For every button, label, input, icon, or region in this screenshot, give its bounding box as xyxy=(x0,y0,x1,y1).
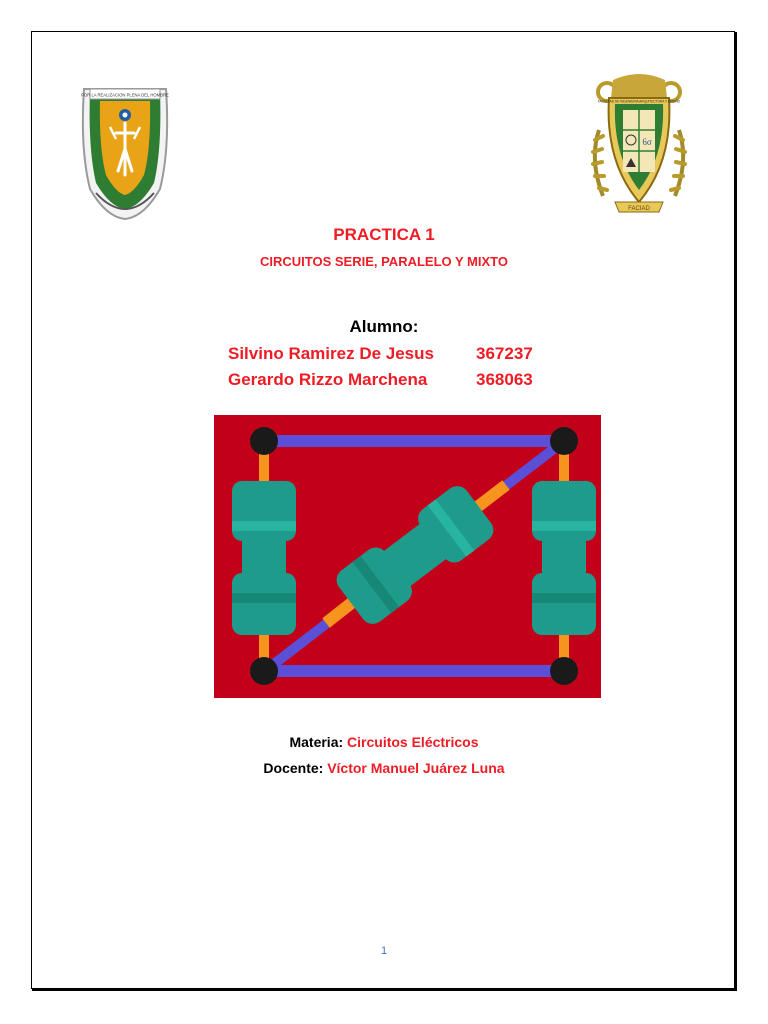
students-label: Alumno: xyxy=(349,317,419,336)
svg-text:6σ: 6σ xyxy=(642,137,652,147)
uabc-seal-icon xyxy=(76,79,174,221)
seal-banner-text: FACIAD xyxy=(628,206,650,212)
subject-value: Circuitos Eléctricos xyxy=(347,734,479,750)
resistor-circuit-icon xyxy=(214,415,601,698)
seal-ring-text: POR LA REALIZACION PLENA DEL HOMBRE xyxy=(81,92,169,98)
student-name: Gerardo Rizzo Marchena xyxy=(228,370,428,389)
student-row xyxy=(228,370,533,390)
subject-line xyxy=(0,734,768,750)
student-name: Silvino Ramirez De Jesus xyxy=(228,344,434,363)
student-row xyxy=(228,344,533,364)
student-id: 368063 xyxy=(476,370,533,389)
teacher-label: Docente: xyxy=(263,760,324,776)
page-title: PRACTICA 1 xyxy=(333,225,435,244)
page-subtitle: CIRCUITOS SERIE, PARALELO Y MIXTO xyxy=(259,254,508,269)
student-id: 367237 xyxy=(476,344,533,363)
teacher-line xyxy=(0,760,768,776)
teacher-value: Víctor Manuel Juárez Luna xyxy=(327,760,505,776)
page-number: 1 xyxy=(380,945,388,957)
faciad-seal-icon xyxy=(585,70,693,218)
subject-label: Materia: xyxy=(289,734,344,750)
seal-ring-text: FACULTAD DE INGENIERIA ARQUITECTURA Y DISEÑO xyxy=(597,99,681,104)
